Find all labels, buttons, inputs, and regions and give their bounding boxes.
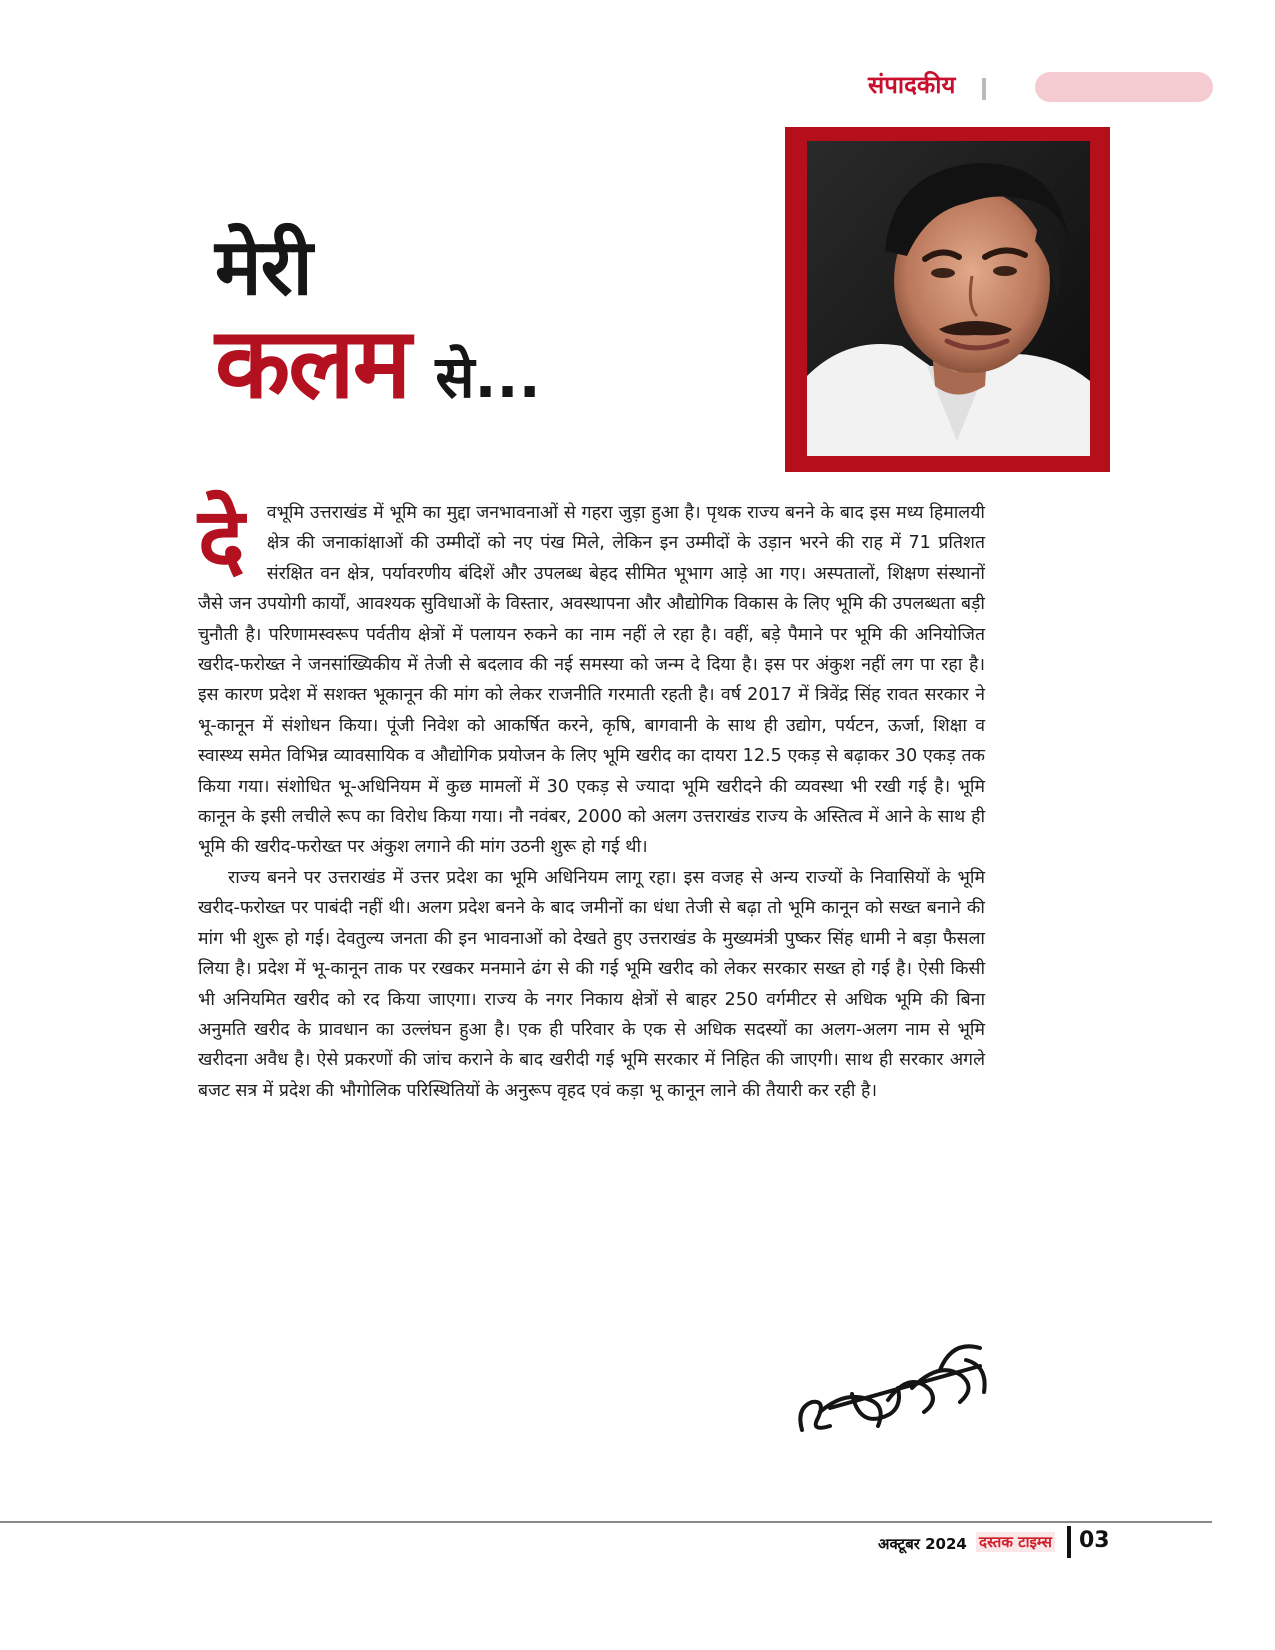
page-number: 03 <box>1079 1528 1110 1553</box>
headline <box>215 223 541 421</box>
headline-word-rest: से... <box>435 343 541 411</box>
article-body <box>198 488 985 1106</box>
article-paragraph-2: राज्य बनने पर उत्तराखंड में उत्तर प्रदेश का भूमि अधिनियम लागू रहा। इस वजह से अन्य राज्यों के निवासियों के भूमि खरीद-फरोख्त पर पाबंदी नहीं थी। अलग प्रदेश बनने के बाद जमीनों का धंधा तेजी से बढ़ा तो भूमि कानून को सख्त बनाने की मांग भी शुरू हो गई। देवतुल्य जनता की इन भावनाओं को देखते हुए उत्तराखंड के मुख्यमंत्री पुष्कर सिंह धामी ने बड़ा फैसला लिया है। प्रदेश में भू-कानून ताक पर रखकर मनमाने ढंग से की गई भूमि खरीद को लेकर सरकार सख्त हो गई है। ऐसी किसी भी अनियमित खरीद को रद किया जाएगा। राज्य के नगर निकाय क्षेत्रों से बाहर 250 वर्गमीटर से अधिक भूमि की बिना अनुमति खरीद के प्रावधान का उल्लंघन हुआ है। एक ही परिवार के एक से अधिक सदस्यों का अलग-अलग नाम से भूमि खरीदना अवैध है। ऐसे प्रकरणों की जांच कराने के बाद खरीदी गई भूमि सरकार में निहित की जाएगी। साथ ही सरकार अगले बजट सत्र में प्रदेश की भौगोलिक परिस्थितियों के अनुरूप वृहद एवं कड़ा भू कानून लाने की तैयारी कर रही है। <box>198 867 985 1101</box>
headline-line1: मेरी <box>215 223 312 313</box>
footer-bar <box>1067 1526 1071 1558</box>
headline-line2 <box>215 307 541 421</box>
footer-brand-logo: दस्तक टाइम्स <box>976 1532 1055 1552</box>
section-label: संपादकीय <box>868 71 956 99</box>
footer-rule <box>0 1521 1212 1523</box>
headline-word-red: कलम <box>215 307 410 421</box>
dropcap: दे <box>198 488 245 591</box>
footer-date: अक्टूबर 2024 <box>878 1535 967 1553</box>
section-divider <box>982 78 986 100</box>
author-portrait <box>807 141 1090 456</box>
author-signature <box>790 1330 995 1450</box>
section-pill <box>1035 72 1213 102</box>
portrait-frame <box>785 127 1110 472</box>
article-paragraph-1: वभूमि उत्तराखंड में भूमि का मुद्दा जनभावनाओं से गहरा जुड़ा हुआ है। पृथक राज्य बनने के बाद इस मध्य हिमालयी क्षेत्र की जनाकांक्षाओं की उम्मीदों को नए पंख मिले, लेकिन इन उम्मीदों के उड़ान भरने की राह में 71 प्रतिशत संरक्षित वन क्षेत्र, पर्यावरणीय बंदिशें और उपलब्ध बेहद सीमित भूभाग आड़े आ गए। अस्पतालों, शिक्षण संस्थानों जैसे जन उपयोगी कार्यों, आवश्यक सुविधाओं के विस्तार, अवस्थापना और औद्योगिक विकास के लिए भूमि की उपलब्धता बड़ी चुनौती है। परिणामस्वरूप पर्वतीय क्षेत्रों में पलायन रुकने का नाम नहीं ले रहा है। वहीं, बड़े पैमाने पर भूमि की अनियोजित खरीद-फरोख्त ने जनसांख्यिकीय में तेजी से बदलाव की नई समस्या को जन्म दे दिया है। इस पर अंकुश नहीं लग पा रहा है। इस कारण प्रदेश में सशक्त भूकानून की मांग को लेकर राजनीति गरमाती रहती है। वर्ष 2017 में त्रिवेंद्र सिंह रावत सरकार ने भू-कानून में संशोधन किया। पूंजी निवेश को आकर्षित करने, कृषि, बागवानी के साथ ही उद्योग, पर्यटन, ऊर्जा, शिक्षा व स्वास्थ्य समेत विभिन्न व्यावसायिक व औद्योगिक प्रयोजन के लिए भूमि खरीद का दायरा 12.5 एकड़ से बढ़ाकर 30 एकड़ तक किया गया। संशोधित भू-अधिनियम में कुछ मामलों में 30 एकड़ से ज्यादा भूमि खरीदने की व्यवस्था भी रखी गई है। भूमि कानून के इसी लचीले रूप का विरोध किया गया। नौ नवंबर, 2000 को अलग उत्तराखंड राज्य के अस्तित्व में आने के साथ ही भूमि की खरीद-फरोख्त पर अंकुश लगाने की मांग उठनी शुरू हो गई थी। <box>198 503 985 858</box>
